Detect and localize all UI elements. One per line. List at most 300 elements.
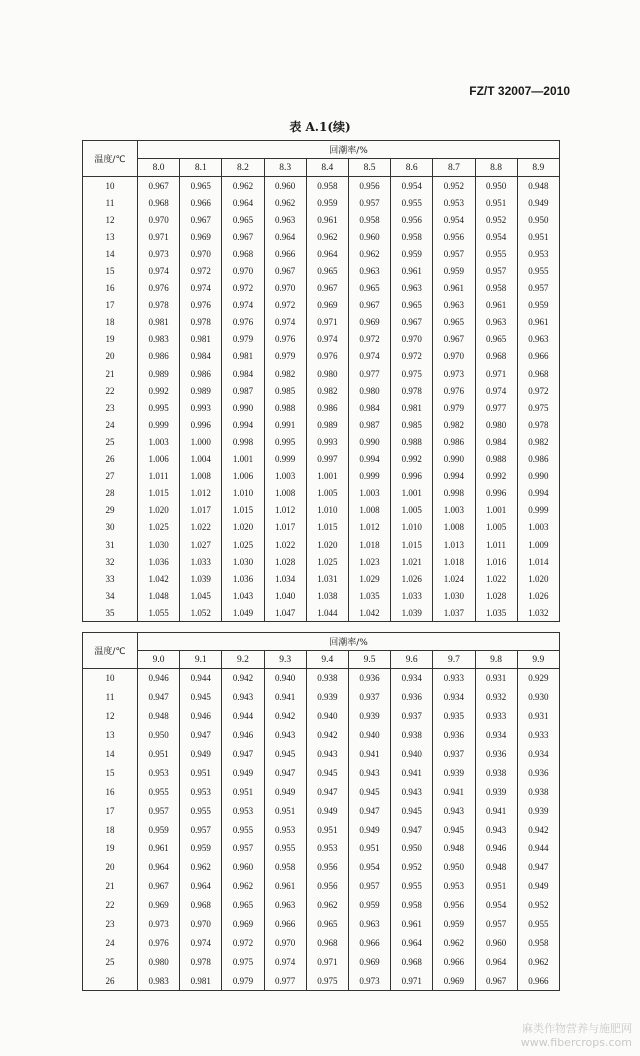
value-cell: 1.032 — [517, 604, 559, 622]
value-cell: 0.976 — [138, 280, 180, 297]
value-cell: 0.938 — [391, 726, 433, 745]
value-cell: 0.953 — [433, 194, 475, 211]
value-cell: 0.955 — [222, 820, 264, 839]
value-cell: 0.963 — [348, 262, 390, 279]
value-cell: 0.947 — [180, 726, 222, 745]
value-cell: 1.014 — [517, 553, 559, 570]
value-cell: 0.963 — [433, 297, 475, 314]
value-cell: 0.942 — [222, 669, 264, 688]
value-cell: 0.982 — [264, 365, 306, 382]
column-header: 8.5 — [348, 159, 390, 177]
value-cell: 1.008 — [180, 468, 222, 485]
value-cell: 0.978 — [517, 416, 559, 433]
value-cell: 0.972 — [391, 348, 433, 365]
value-cell: 1.018 — [433, 553, 475, 570]
value-cell: 1.030 — [222, 553, 264, 570]
value-cell: 0.952 — [517, 896, 559, 915]
value-cell: 0.971 — [138, 228, 180, 245]
value-cell: 1.049 — [222, 604, 264, 622]
value-cell: 0.976 — [222, 314, 264, 331]
value-cell: 0.953 — [306, 839, 348, 858]
temperature-cell: 28 — [83, 485, 138, 502]
value-cell: 0.970 — [391, 331, 433, 348]
watermark-site-name: 麻类作物营养与施肥网 — [522, 1022, 632, 1035]
value-cell: 0.957 — [475, 262, 517, 279]
value-cell: 0.958 — [475, 280, 517, 297]
value-cell: 0.945 — [391, 801, 433, 820]
value-cell: 1.001 — [222, 451, 264, 468]
value-cell: 0.990 — [222, 399, 264, 416]
value-cell: 0.950 — [475, 177, 517, 195]
value-cell: 0.959 — [180, 839, 222, 858]
value-cell: 1.006 — [222, 468, 264, 485]
value-cell: 1.003 — [264, 468, 306, 485]
temperature-cell: 17 — [83, 801, 138, 820]
value-cell: 1.043 — [222, 587, 264, 604]
value-cell: 1.038 — [306, 587, 348, 604]
column-header: 9.3 — [264, 651, 306, 669]
value-cell: 0.951 — [475, 877, 517, 896]
value-cell: 0.961 — [517, 314, 559, 331]
value-cell: 1.017 — [180, 502, 222, 519]
value-cell: 0.943 — [475, 820, 517, 839]
temperature-cell: 15 — [83, 262, 138, 279]
value-cell: 0.996 — [475, 485, 517, 502]
value-cell: 0.938 — [475, 763, 517, 782]
value-cell: 0.969 — [348, 314, 390, 331]
value-cell: 0.962 — [180, 858, 222, 877]
value-cell: 0.947 — [306, 782, 348, 801]
value-cell: 0.967 — [138, 877, 180, 896]
value-cell: 0.955 — [391, 877, 433, 896]
table-row — [83, 707, 560, 726]
value-cell: 0.956 — [391, 211, 433, 228]
value-cell: 0.944 — [180, 669, 222, 688]
value-cell: 1.048 — [138, 587, 180, 604]
table-body — [83, 177, 560, 622]
value-cell: 0.970 — [180, 915, 222, 934]
value-cell: 0.968 — [306, 933, 348, 952]
temperature-cell: 20 — [83, 348, 138, 365]
temperature-header: 温度/℃ — [83, 141, 138, 177]
value-cell: 0.996 — [180, 416, 222, 433]
value-cell: 0.934 — [475, 726, 517, 745]
value-cell: 0.987 — [222, 382, 264, 399]
value-cell: 0.990 — [348, 433, 390, 450]
value-cell: 1.022 — [475, 570, 517, 587]
table-row — [83, 820, 560, 839]
value-cell: 0.973 — [433, 365, 475, 382]
table-row — [83, 314, 560, 331]
value-cell: 0.974 — [348, 348, 390, 365]
value-cell: 0.944 — [222, 707, 264, 726]
value-cell: 0.943 — [391, 782, 433, 801]
value-cell: 0.931 — [517, 707, 559, 726]
value-cell: 0.978 — [180, 952, 222, 971]
value-cell: 0.961 — [433, 280, 475, 297]
value-cell: 0.957 — [475, 915, 517, 934]
value-cell: 0.980 — [138, 952, 180, 971]
value-cell: 0.958 — [348, 211, 390, 228]
value-cell: 0.946 — [138, 669, 180, 688]
value-cell: 0.994 — [222, 416, 264, 433]
value-cell: 1.011 — [138, 468, 180, 485]
value-cell: 0.995 — [264, 433, 306, 450]
value-cell: 0.933 — [433, 669, 475, 688]
value-cell: 1.040 — [264, 587, 306, 604]
value-cell: 0.970 — [138, 211, 180, 228]
temperature-cell: 17 — [83, 297, 138, 314]
value-cell: 0.972 — [222, 280, 264, 297]
temperature-cell: 26 — [83, 451, 138, 468]
value-cell: 0.937 — [348, 688, 390, 707]
temperature-cell: 21 — [83, 877, 138, 896]
value-cell: 0.988 — [475, 451, 517, 468]
value-cell: 1.028 — [475, 587, 517, 604]
value-cell: 0.973 — [348, 971, 390, 990]
value-cell: 1.022 — [180, 519, 222, 536]
temperature-header: 温度/℃ — [83, 633, 138, 669]
value-cell: 0.969 — [180, 228, 222, 245]
value-cell: 0.968 — [517, 365, 559, 382]
temperature-cell: 22 — [83, 382, 138, 399]
temperature-cell: 24 — [83, 933, 138, 952]
value-cell: 0.949 — [306, 801, 348, 820]
value-cell: 0.964 — [222, 194, 264, 211]
value-cell: 0.942 — [264, 707, 306, 726]
value-cell: 0.973 — [138, 915, 180, 934]
value-cell: 0.929 — [517, 669, 559, 688]
column-header: 9.2 — [222, 651, 264, 669]
table-row — [83, 194, 560, 211]
table-header — [83, 633, 560, 669]
table-row — [83, 331, 560, 348]
column-header: 8.4 — [306, 159, 348, 177]
value-cell: 0.961 — [138, 839, 180, 858]
value-cell: 1.017 — [264, 519, 306, 536]
value-cell: 0.958 — [306, 177, 348, 195]
value-cell: 0.943 — [306, 745, 348, 764]
value-cell: 0.942 — [306, 726, 348, 745]
value-cell: 0.932 — [475, 688, 517, 707]
value-cell: 0.948 — [138, 707, 180, 726]
value-cell: 0.960 — [264, 177, 306, 195]
value-cell: 0.956 — [306, 858, 348, 877]
table-row — [83, 280, 560, 297]
value-cell: 1.020 — [222, 519, 264, 536]
value-cell: 0.976 — [264, 331, 306, 348]
temperature-cell: 33 — [83, 570, 138, 587]
value-cell: 0.950 — [433, 858, 475, 877]
value-cell: 0.967 — [433, 331, 475, 348]
value-cell: 0.981 — [391, 399, 433, 416]
column-header: 9.4 — [306, 651, 348, 669]
temperature-cell: 26 — [83, 971, 138, 990]
value-cell: 0.951 — [138, 745, 180, 764]
value-cell: 0.945 — [306, 763, 348, 782]
value-cell: 1.003 — [348, 485, 390, 502]
value-cell: 0.961 — [306, 211, 348, 228]
value-cell: 1.015 — [138, 485, 180, 502]
value-cell: 0.967 — [306, 280, 348, 297]
table-row — [83, 896, 560, 915]
value-cell: 0.981 — [180, 331, 222, 348]
value-cell: 0.948 — [517, 177, 559, 195]
value-cell: 1.005 — [306, 485, 348, 502]
value-cell: 0.965 — [306, 262, 348, 279]
value-cell: 0.963 — [264, 211, 306, 228]
temperature-cell: 22 — [83, 896, 138, 915]
table-row — [83, 726, 560, 745]
temperature-cell: 16 — [83, 782, 138, 801]
value-cell: 0.974 — [138, 262, 180, 279]
value-cell: 1.035 — [348, 587, 390, 604]
value-cell: 0.939 — [433, 763, 475, 782]
value-cell: 0.939 — [306, 688, 348, 707]
value-cell: 1.004 — [180, 451, 222, 468]
table-row — [83, 365, 560, 382]
value-cell: 0.953 — [222, 801, 264, 820]
table-row — [83, 763, 560, 782]
table-row — [83, 451, 560, 468]
table-row — [83, 468, 560, 485]
value-cell: 0.978 — [391, 382, 433, 399]
value-cell: 0.999 — [517, 502, 559, 519]
value-cell: 0.962 — [348, 245, 390, 262]
value-cell: 0.984 — [475, 433, 517, 450]
value-cell: 0.994 — [433, 468, 475, 485]
table-row — [83, 502, 560, 519]
value-cell: 0.946 — [475, 839, 517, 858]
value-cell: 0.959 — [517, 297, 559, 314]
value-cell: 0.943 — [264, 726, 306, 745]
table-row — [83, 801, 560, 820]
value-cell: 0.940 — [306, 707, 348, 726]
value-cell: 0.969 — [222, 915, 264, 934]
value-cell: 0.971 — [306, 952, 348, 971]
value-cell: 0.937 — [433, 745, 475, 764]
temperature-cell: 18 — [83, 314, 138, 331]
value-cell: 0.952 — [433, 177, 475, 195]
value-cell: 0.979 — [433, 399, 475, 416]
value-cell: 0.935 — [433, 707, 475, 726]
value-cell: 0.974 — [180, 280, 222, 297]
value-cell: 0.965 — [222, 211, 264, 228]
value-cell: 1.010 — [222, 485, 264, 502]
value-cell: 0.970 — [264, 933, 306, 952]
value-cell: 0.959 — [433, 915, 475, 934]
value-cell: 0.946 — [180, 707, 222, 726]
temperature-cell: 25 — [83, 433, 138, 450]
value-cell: 0.999 — [264, 451, 306, 468]
value-cell: 0.961 — [391, 915, 433, 934]
temperature-cell: 23 — [83, 915, 138, 934]
value-cell: 0.971 — [391, 971, 433, 990]
value-cell: 0.967 — [475, 971, 517, 990]
value-cell: 0.995 — [138, 399, 180, 416]
value-cell: 0.960 — [475, 933, 517, 952]
value-cell: 0.958 — [264, 858, 306, 877]
value-cell: 0.964 — [180, 877, 222, 896]
value-cell: 0.984 — [180, 348, 222, 365]
value-cell: 1.030 — [433, 587, 475, 604]
table-row — [83, 382, 560, 399]
value-cell: 0.966 — [348, 933, 390, 952]
value-cell: 0.962 — [264, 194, 306, 211]
table-row — [83, 433, 560, 450]
value-cell: 1.005 — [475, 519, 517, 536]
temperature-cell: 13 — [83, 726, 138, 745]
value-cell: 0.983 — [138, 331, 180, 348]
value-cell: 0.966 — [180, 194, 222, 211]
value-cell: 0.937 — [391, 707, 433, 726]
value-cell: 0.986 — [433, 433, 475, 450]
value-cell: 0.982 — [517, 433, 559, 450]
table-row — [83, 536, 560, 553]
value-cell: 0.962 — [433, 933, 475, 952]
value-cell: 0.955 — [264, 839, 306, 858]
value-cell: 0.966 — [433, 952, 475, 971]
value-cell: 0.936 — [517, 763, 559, 782]
value-cell: 0.969 — [138, 896, 180, 915]
value-cell: 0.957 — [348, 877, 390, 896]
value-cell: 0.956 — [433, 228, 475, 245]
value-cell: 0.951 — [180, 763, 222, 782]
temperature-cell: 11 — [83, 194, 138, 211]
value-cell: 0.959 — [433, 262, 475, 279]
value-cell: 1.008 — [433, 519, 475, 536]
value-cell: 0.998 — [222, 433, 264, 450]
value-cell: 0.953 — [517, 245, 559, 262]
value-cell: 0.986 — [138, 348, 180, 365]
value-cell: 0.947 — [391, 820, 433, 839]
value-cell: 0.984 — [222, 365, 264, 382]
value-cell: 0.936 — [475, 745, 517, 764]
value-cell: 0.970 — [180, 245, 222, 262]
value-cell: 0.975 — [391, 365, 433, 382]
value-cell: 1.012 — [348, 519, 390, 536]
value-cell: 0.969 — [348, 952, 390, 971]
value-cell: 0.948 — [475, 858, 517, 877]
value-cell: 0.962 — [306, 896, 348, 915]
temperature-cell: 18 — [83, 820, 138, 839]
value-cell: 1.025 — [306, 553, 348, 570]
value-cell: 0.979 — [222, 331, 264, 348]
value-cell: 1.008 — [348, 502, 390, 519]
value-cell: 1.001 — [391, 485, 433, 502]
value-cell: 0.974 — [222, 297, 264, 314]
value-cell: 1.012 — [180, 485, 222, 502]
temperature-cell: 12 — [83, 211, 138, 228]
value-cell: 0.972 — [222, 933, 264, 952]
temperature-cell: 20 — [83, 858, 138, 877]
value-cell: 0.957 — [138, 801, 180, 820]
value-cell: 0.955 — [517, 262, 559, 279]
value-cell: 0.984 — [348, 399, 390, 416]
table-row — [83, 858, 560, 877]
value-cell: 0.934 — [517, 745, 559, 764]
value-cell: 0.976 — [433, 382, 475, 399]
column-header: 9.9 — [517, 651, 559, 669]
value-cell: 0.945 — [264, 745, 306, 764]
value-cell: 0.955 — [517, 915, 559, 934]
value-cell: 0.955 — [391, 194, 433, 211]
value-cell: 0.966 — [517, 348, 559, 365]
value-cell: 0.954 — [391, 177, 433, 195]
value-cell: 1.037 — [433, 604, 475, 622]
value-cell: 0.941 — [264, 688, 306, 707]
value-cell: 0.976 — [138, 933, 180, 952]
value-cell: 0.936 — [391, 688, 433, 707]
value-cell: 0.979 — [264, 348, 306, 365]
column-header: 8.3 — [264, 159, 306, 177]
value-cell: 0.963 — [264, 896, 306, 915]
moisture-regain-header: 回潮率/% — [138, 141, 560, 159]
value-cell: 0.949 — [348, 820, 390, 839]
value-cell: 0.930 — [517, 688, 559, 707]
value-cell: 0.943 — [433, 801, 475, 820]
value-cell: 0.992 — [475, 468, 517, 485]
table-row — [83, 399, 560, 416]
value-cell: 0.963 — [348, 915, 390, 934]
value-cell: 0.974 — [264, 314, 306, 331]
temperature-cell: 27 — [83, 468, 138, 485]
value-cell: 0.936 — [433, 726, 475, 745]
value-cell: 1.036 — [222, 570, 264, 587]
value-cell: 0.949 — [517, 194, 559, 211]
column-header: 9.8 — [475, 651, 517, 669]
value-cell: 0.955 — [180, 801, 222, 820]
value-cell: 0.950 — [138, 726, 180, 745]
value-cell: 0.954 — [348, 858, 390, 877]
value-cell: 0.957 — [433, 245, 475, 262]
value-cell: 0.992 — [138, 382, 180, 399]
value-cell: 0.947 — [222, 745, 264, 764]
table-title: 表 A.1(续) — [289, 120, 351, 134]
value-cell: 0.970 — [222, 262, 264, 279]
value-cell: 0.956 — [348, 177, 390, 195]
value-cell: 0.963 — [517, 331, 559, 348]
value-cell: 0.974 — [180, 933, 222, 952]
value-cell: 0.951 — [306, 820, 348, 839]
value-cell: 0.931 — [475, 669, 517, 688]
temperature-cell: 13 — [83, 228, 138, 245]
moisture-regain-header: 回潮率/% — [138, 633, 560, 651]
temperature-cell: 31 — [83, 536, 138, 553]
value-cell: 0.951 — [475, 194, 517, 211]
value-cell: 0.964 — [391, 933, 433, 952]
value-cell: 0.971 — [306, 314, 348, 331]
value-cell: 0.972 — [348, 331, 390, 348]
value-cell: 1.039 — [180, 570, 222, 587]
temperature-cell: 34 — [83, 587, 138, 604]
value-cell: 0.959 — [306, 194, 348, 211]
value-cell: 0.956 — [306, 877, 348, 896]
value-cell: 1.010 — [306, 502, 348, 519]
value-cell: 1.047 — [264, 604, 306, 622]
table-row — [83, 952, 560, 971]
column-header: 8.8 — [475, 159, 517, 177]
value-cell: 0.981 — [222, 348, 264, 365]
value-cell: 0.994 — [517, 485, 559, 502]
value-cell: 0.958 — [517, 933, 559, 952]
value-cell: 1.042 — [138, 570, 180, 587]
watermark-url: www.fibercrops.com — [520, 1036, 632, 1049]
value-cell: 0.934 — [391, 669, 433, 688]
column-header: 8.0 — [138, 159, 180, 177]
value-cell: 0.939 — [475, 782, 517, 801]
value-cell: 0.965 — [348, 280, 390, 297]
